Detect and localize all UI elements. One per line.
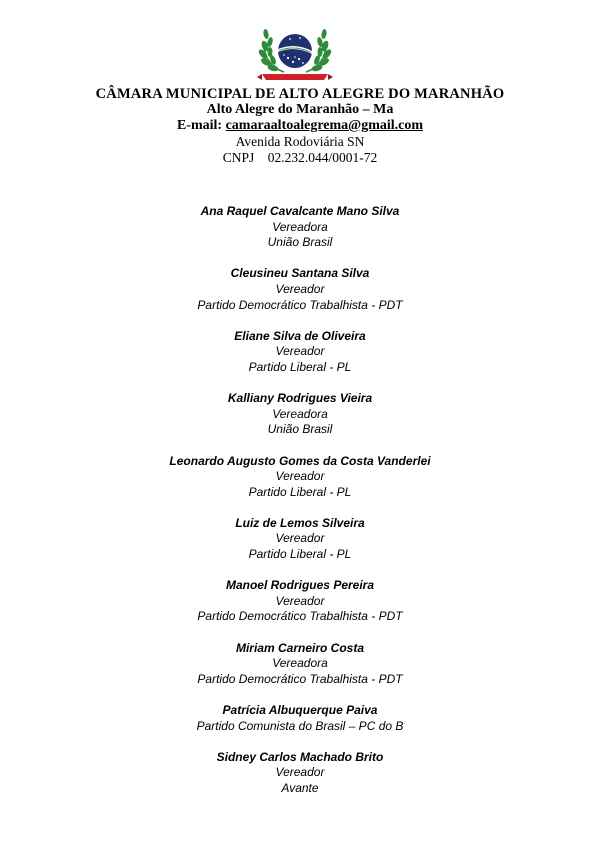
- councilor-role: Vereadora: [272, 656, 328, 671]
- councilor-party: União Brasil: [267, 235, 333, 250]
- street-address: Avenida Rodoviária SN: [235, 134, 365, 149]
- councilor-name: Ana Raquel Cavalcante Mano Silva: [200, 204, 400, 218]
- councilor-name: Eliane Silva de Oliveira: [234, 328, 366, 343]
- cnpj-line: [0, 150, 600, 166]
- councilor-role: Vereador: [275, 531, 325, 546]
- councilor-name: Miriam Carneiro Costa: [235, 640, 365, 655]
- councilor-party: União Brasil: [267, 422, 333, 437]
- councilor-party: Partido Democrático Trabalhista - PDT: [197, 297, 403, 312]
- cnpj-value: 02.232.044/0001-72: [267, 150, 378, 165]
- councilor-party: Partido Liberal - PL: [248, 484, 352, 499]
- list-item: [0, 578, 600, 625]
- list-item: [0, 204, 600, 251]
- councilor-role: Vereador: [275, 469, 325, 484]
- list-item: [0, 454, 600, 501]
- councilor-role: Partido Comunista do Brasil – PC do B: [196, 718, 404, 733]
- councilor-party: Partido Democrático Trabalhista - PDT: [197, 671, 403, 686]
- councilor-name: Manoel Rodrigues Pereira: [225, 578, 375, 593]
- list-item: [0, 329, 600, 376]
- list-item: [0, 750, 600, 797]
- list-item: [0, 641, 600, 688]
- councilor-role: Vereador: [275, 281, 325, 296]
- email-link[interactable]: camaraaltoalegrema@gmail.com: [225, 118, 424, 133]
- chamber-emblem-icon: [254, 24, 336, 84]
- councilor-name: Kalliany Rodrigues Vieira: [227, 391, 373, 406]
- list-item: [0, 516, 600, 563]
- list-item: [0, 266, 600, 313]
- email-label: E-mail:: [176, 118, 223, 133]
- councilor-role: Vereadora: [272, 219, 328, 234]
- councilor-role: Vereador: [275, 765, 325, 780]
- councilor-name: Leonardo Augusto Gomes da Costa Vanderlei: [169, 453, 431, 468]
- councilor-role: Vereadora: [272, 406, 328, 421]
- councilor-name: Patrícia Albuquerque Paiva: [222, 703, 378, 717]
- email-line: [0, 118, 600, 134]
- councilor-party: Partido Liberal - PL: [248, 359, 352, 374]
- cnpj-label: CNPJ: [222, 150, 255, 165]
- councilor-party: Partido Democrático Trabalhista - PDT: [197, 609, 403, 624]
- councilor-list: [0, 204, 600, 812]
- councilor-party: Avante: [281, 780, 319, 795]
- councilor-name: Luiz de Lemos Silveira: [235, 515, 365, 530]
- city-line: Alto Alegre do Maranhão – Ma: [206, 102, 394, 117]
- list-item: [0, 391, 600, 438]
- councilor-name: Sidney Carlos Machado Brito: [216, 749, 384, 764]
- councilor-role: Vereador: [275, 593, 325, 608]
- councilor-name: Cleusineu Santana Silva: [230, 266, 370, 281]
- councilor-role: Vereador: [275, 344, 325, 359]
- councilor-party: Partido Liberal - PL: [248, 547, 352, 562]
- chamber-name-heading: CÂMARA MUNICIPAL DE ALTO ALEGRE DO MARANHÃO: [95, 86, 505, 102]
- list-item: [0, 703, 600, 734]
